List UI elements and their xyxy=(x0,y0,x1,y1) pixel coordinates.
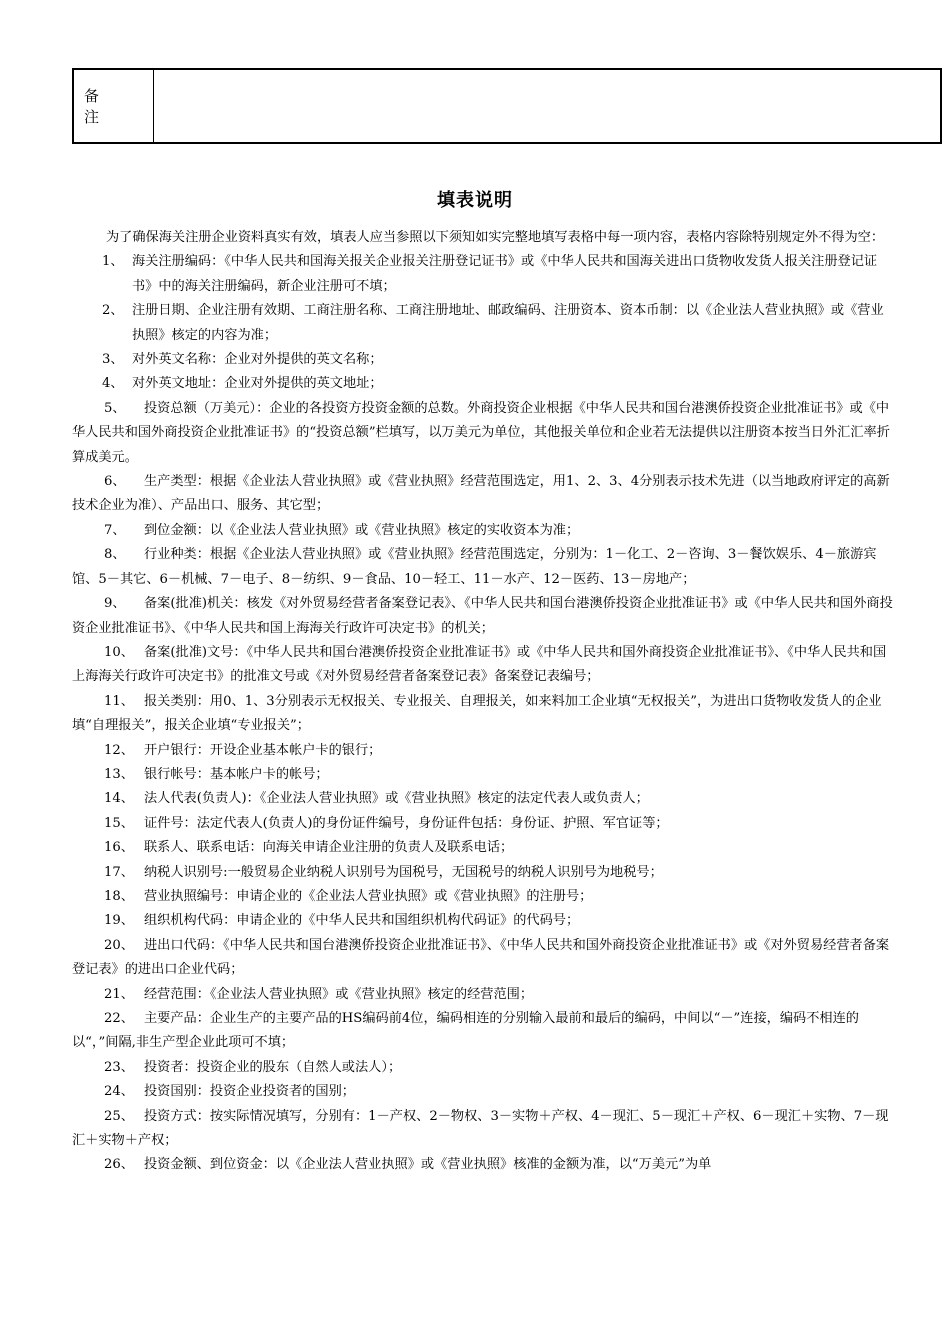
item-number: 25、 xyxy=(104,1108,134,1124)
remark-table xyxy=(72,68,942,144)
item-text: 营业执照编号：申请企业的《企业法人营业执照》或《营业执照》的注册号； xyxy=(144,888,593,904)
item-number: 17、 xyxy=(104,864,134,880)
item-text: 投资金额、到位资金：以《企业法人营业执照》或《营业执照》核准的金额为准，以“万美元”为单 xyxy=(144,1157,712,1173)
item-text: 海关注册编码：《中华人民共和国海关报关企业报关注册登记证书》或《中华人民共和国海关进出口货物收发货人报关注册登记证书》中的海关注册编码，新企业注册可不填； xyxy=(132,254,878,294)
remark-content-cell[interactable] xyxy=(154,70,940,142)
item-number: 12、 xyxy=(104,742,134,758)
instruction-item xyxy=(72,1007,896,1056)
item-text: 备案(批准)机关：核发《对外贸易经营者备案登记表》、《中华人民共和国台港澳侨投资企业批准证书》或《中华人民共和国外商投资企业批准证书》、《中华人民共和国上海海关行政许可决定书》的机关； xyxy=(72,596,893,636)
item-number: 9、 xyxy=(104,596,126,612)
item-number: 20、 xyxy=(104,937,134,953)
item-text: 进出口代码：《中华人民共和国台港澳侨投资企业批准证书》、《中华人民共和国外商投资企业批准证书》或《对外贸易经营者备案登记表》的进出口企业代码； xyxy=(72,937,890,978)
item-number: 7、 xyxy=(104,522,126,538)
item-number: 23、 xyxy=(104,1059,134,1075)
instruction-item xyxy=(72,983,896,1007)
instruction-item xyxy=(72,934,896,983)
instruction-item xyxy=(72,397,896,470)
item-number: 19、 xyxy=(104,913,134,929)
item-number: 2、 xyxy=(102,303,124,319)
instruction-list xyxy=(72,250,896,1177)
item-text: 备案(批准)文号：《中华人民共和国台港澳侨投资企业批准证书》或《中华人民共和国外商投资企业批准证书》、《中华人民共和国上海海关行政许可决定书》的批准文号或《对外贸易经营者备案登记表》备案登记表编号； xyxy=(72,644,887,685)
instruction-item xyxy=(72,787,896,811)
instruction-item xyxy=(72,299,896,348)
instruction-item xyxy=(72,739,896,763)
item-number: 14、 xyxy=(104,791,134,807)
instruction-item xyxy=(72,519,896,543)
instruction-item xyxy=(72,641,896,690)
instruction-item xyxy=(72,885,896,909)
item-text: 开户银行：开设企业基本帐户卡的银行； xyxy=(144,742,382,758)
instruction-item xyxy=(72,836,896,860)
item-text: 经营范围：《企业法人营业执照》或《营业执照》核定的经营范围； xyxy=(144,986,534,1002)
instruction-item xyxy=(72,763,896,787)
item-number: 18、 xyxy=(104,888,134,904)
item-text: 证件号：法定代表人(负责人)的身份证件编号，身份证件包括：身份证、护照、军官证等； xyxy=(144,815,669,831)
instruction-item xyxy=(72,1105,896,1154)
item-number: 6、 xyxy=(104,474,126,490)
instruction-item xyxy=(72,543,896,592)
intro-paragraph: 为了确保海关注册企业资料真实有效，填表人应当参照以下须知如实完整地填写表格中每一项内容，表格内容除特别规定外不得为空： xyxy=(106,230,885,245)
instruction-item xyxy=(72,592,896,641)
item-number: 24、 xyxy=(104,1084,134,1100)
item-number: 15、 xyxy=(104,815,134,831)
item-text: 投资国别：投资企业投资者的国别； xyxy=(144,1084,355,1100)
instruction-item xyxy=(72,1056,896,1080)
item-number: 11、 xyxy=(104,693,134,709)
instruction-item xyxy=(72,812,896,836)
item-text: 生产类型：根据《企业法人营业执照》或《营业执照》经营范围选定，用1、2、3、4分别表示技术先进（以当地政府评定的高新技术企业为准）、产品出口、服务、其它型； xyxy=(72,474,890,514)
item-text: 报关类别：用0、1、3分别表示无权报关、专业报关、自理报关，如来料加工企业填“无权报关”，为进出口货物收发货人的企业填“自理报关”，报关企业填“专业报关”； xyxy=(72,693,882,734)
item-number: 10、 xyxy=(104,644,134,660)
remark-label: 备 注 xyxy=(74,70,154,142)
instruction-item xyxy=(72,372,896,396)
item-text: 主要产品：企业生产的主要产品的HS编码前4位，编码相连的分别输入最前和最后的编码，中间以“－”连接，编码不相连的以“，”间隔,非生产型企业此项可不填； xyxy=(72,1011,859,1051)
instruction-item xyxy=(72,348,896,372)
instruction-item xyxy=(72,690,896,739)
item-text: 联系人、联系电话：向海关申请企业注册的负责人及联系电话； xyxy=(144,840,514,856)
item-number: 4、 xyxy=(102,376,124,392)
item-text: 银行帐号：基本帐户卡的帐号； xyxy=(144,766,329,782)
page-title: 填表说明 xyxy=(437,190,513,211)
instruction-item xyxy=(72,250,896,299)
item-number: 8、 xyxy=(104,547,126,563)
item-text: 组织机构代码：申请企业的《中华人民共和国组织机构代码证》的代码号； xyxy=(144,913,580,929)
item-text: 注册日期、企业注册有效期、工商注册名称、工商注册地址、邮政编码、注册资本、资本币制：以《企业法人营业执照》或《营业执照》核定的内容为准； xyxy=(132,303,884,343)
item-text: 到位金额：以《企业法人营业执照》或《营业执照》核定的实收资本为准； xyxy=(144,522,580,538)
instruction-item xyxy=(72,909,896,933)
instruction-item xyxy=(72,1153,896,1177)
item-number: 3、 xyxy=(102,352,124,368)
item-text: 投资者：投资企业的股东（自然人或法人）； xyxy=(144,1059,402,1075)
item-text: 法人代表(负责人)：《企业法人营业执照》或《营业执照》核定的法定代表人或负责人； xyxy=(144,791,649,807)
item-text: 行业种类：根据《企业法人营业执照》或《营业执照》经营范围选定，分别为：1－化工、2－咨询、3－餐饮娱乐、4－旅游宾馆、5－其它、6－机械、7－电子、8－纺织、9－食品、10－轻工、11－水产、12－医药、13－房地产； xyxy=(72,547,877,587)
item-number: 22、 xyxy=(104,1011,134,1026)
item-number: 16、 xyxy=(104,840,134,856)
instruction-item xyxy=(72,861,896,885)
item-number: 13、 xyxy=(104,766,134,782)
item-text: 对外英文地址：企业对外提供的英文地址； xyxy=(132,376,383,392)
item-text: 纳税人识别号:一般贸易企业纳税人识别号为国税号，无国税号的纳税人识别号为地税号； xyxy=(144,864,663,880)
item-number: 5、 xyxy=(104,400,126,416)
item-number: 21、 xyxy=(104,986,134,1002)
item-text: 投资总额（万美元）：企业的各投资方投资金额的总数。外商投资企业根据《中华人民共和国台港澳侨投资企业批准证书》或《中华人民共和国外商投资企业批准证书》的“投资总额”栏填写，以万美元为单位，其他报关单位和企业若无法提供以注册资本按当日外汇汇率折算成美元。 xyxy=(72,400,890,465)
instruction-item xyxy=(72,470,896,519)
instruction-item xyxy=(72,1080,896,1104)
item-number: 26、 xyxy=(104,1157,134,1173)
item-number: 1、 xyxy=(102,254,124,270)
item-text: 对外英文名称：企业对外提供的英文名称； xyxy=(132,352,383,368)
item-text: 投资方式：按实际情况填写，分别有：1－产权、2－物权、3－实物＋产权、4－现汇、5－现汇＋产权、6－现汇＋实物、7－现汇＋实物＋产权； xyxy=(72,1108,889,1149)
instructions-body xyxy=(72,226,896,1178)
